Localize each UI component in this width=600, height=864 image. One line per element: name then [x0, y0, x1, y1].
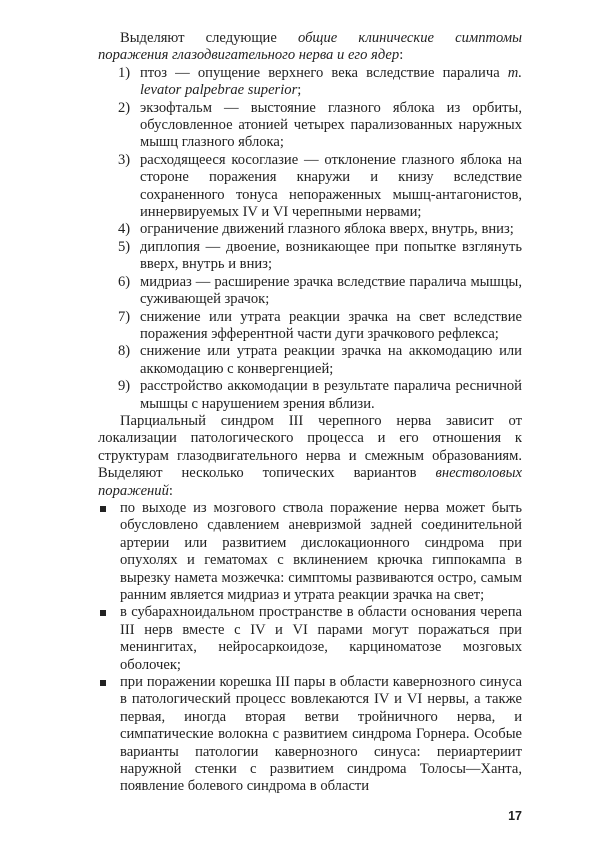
item-text: расстройство аккомодации в результате паралича ресничной мышцы с нарушением зрения вблизи.: [140, 378, 522, 412]
item-text: диплопия — двоение, возникающее при попытке взглянуть вверх, внутрь и вниз;: [140, 238, 522, 273]
intro-text: Выделяют следующие: [120, 30, 298, 46]
square-bullet-icon: [100, 506, 106, 512]
intro-italic: общие клинические симптомы поражения глазодвигательного нерва и его ядер: [98, 30, 522, 64]
bullet-text: в субарахноидальном пространстве в области основания черепа III нерв вместе с IV и VI парами могут поражаться при менингитах, нейросаркоидозе, карциноматозе мозговых оболочек;: [120, 604, 522, 673]
page-number: 17: [508, 808, 522, 823]
bullet-text: по выходе из мозгового ствола поражение нерва может быть обусловлено сдавлением аневризмой задней соединительной артерии или развитием дислокационного синдрома при опухолях и гематомах с вклинением крючка гиппокампа в вырезку намета мозжечка: симптомы развиваются остро, самым ранним является мидриаз и утрата реакции зрачка на свет;: [120, 499, 522, 603]
list-item: [98, 378, 522, 413]
square-bullet-icon: [100, 610, 106, 616]
partial-italic: внестволовых поражений: [98, 465, 522, 499]
item-number: 1): [118, 64, 131, 81]
list-item: [98, 274, 522, 309]
item-number: 6): [118, 273, 131, 290]
item-number: 9): [118, 378, 131, 395]
item-number: 3): [118, 151, 131, 168]
item-text: птоз — опущение верхнего века вследствие паралича: [140, 64, 508, 81]
intro-paragraph: [98, 30, 522, 65]
item-text: снижение или утрата реакции зрачка на свет вследствие поражения эфферентной части дуги зрачкового рефлекса;: [140, 308, 522, 342]
list-item: [98, 309, 522, 344]
list-item: [98, 65, 522, 100]
item-italic: m. levator palpebrae superior: [140, 64, 522, 99]
item-number: 8): [118, 343, 131, 360]
variants-list: [98, 500, 522, 796]
item-number: 5): [118, 238, 131, 255]
list-item: [98, 239, 522, 274]
item-text: мидриаз — расширение зрачка вследствие паралича мышцы, суживающей зрачок;: [140, 273, 522, 308]
item-punct: ;: [297, 82, 302, 99]
intro-punct: :: [399, 47, 404, 64]
item-text: экзофтальм — выстояние глазного яблока из орбиты, обусловленное атонией четырех парализованных наружных мышц глазного яблока;: [140, 99, 522, 151]
symptoms-list: [98, 65, 522, 413]
item-number: 4): [118, 221, 131, 238]
partial-syndrome-paragraph: [98, 413, 522, 500]
item-number: 7): [118, 308, 131, 325]
page-body: [98, 0, 522, 864]
item-number: 2): [118, 99, 131, 116]
list-item: [98, 343, 522, 378]
list-item: [98, 221, 522, 238]
square-bullet-icon: [100, 680, 106, 686]
bullet-item: [98, 604, 522, 674]
bullet-item: [98, 500, 522, 604]
partial-text: Парциальный синдром III черепного нерва зависит от локализации патологического процесса и его отношения к структурам глазодвигательного нерва и смежным образованиям. Выделяют несколько топических вариантов: [98, 412, 522, 482]
bullet-item: [98, 674, 522, 796]
item-text: ограничение движений глазного яблока вверх, внутрь, вниз;: [140, 221, 514, 238]
partial-punct: :: [168, 482, 173, 499]
list-item: [98, 152, 522, 222]
item-text: расходящееся косоглазие — отклонение глазного яблока на стороне поражения кнаружи и книзу вследствие сохраненного тонуса непораженных мышц-антагонистов, иннервируемых IV и VI черепными нервами;: [140, 151, 522, 221]
item-text: снижение или утрата реакции зрачка на аккомодацию или аккомодацию с конвергенцией;: [140, 343, 522, 377]
bullet-text: при поражении корешка III пары в области кавернозного синуса в патологический процесс вовлекаются IV и VI нервы, а также первая, иногда вторая ветви тройничного нерва, и симпатические волокна с развитием синдрома Горнера. Особые варианты патологии кавернозного синуса: периартериит наружной стенки с развитием синдрома Толосы—Ханта, появление болевого синдрома в области: [120, 674, 522, 795]
list-item: [98, 100, 522, 152]
